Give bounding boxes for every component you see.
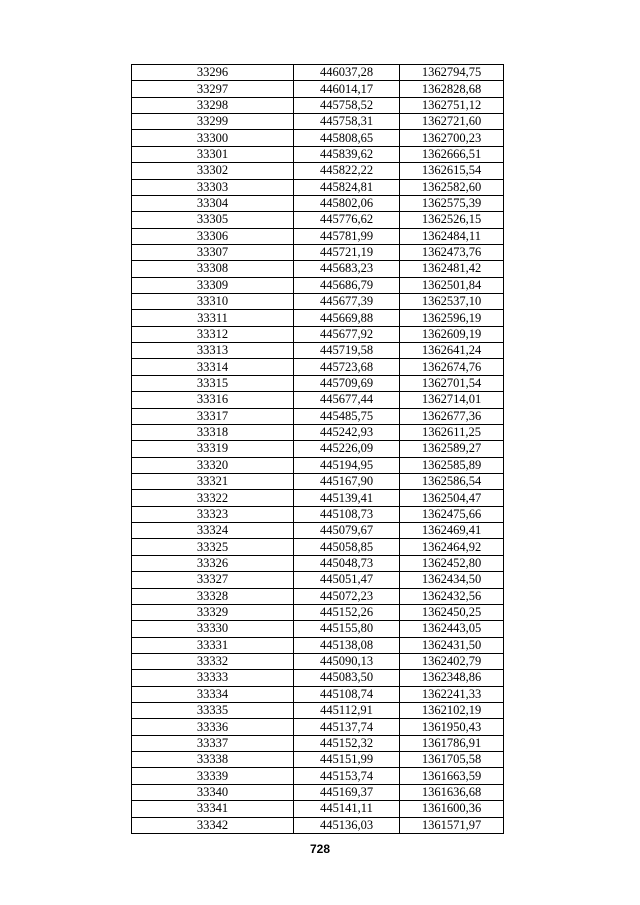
y-coordinate-cell: 1362443,05 bbox=[400, 621, 504, 637]
x-coordinate-cell: 445048,73 bbox=[294, 555, 400, 571]
x-coordinate-cell: 445686,79 bbox=[294, 277, 400, 293]
x-coordinate-cell: 445090,13 bbox=[294, 653, 400, 669]
y-coordinate-cell: 1362585,89 bbox=[400, 457, 504, 473]
x-coordinate-cell: 445242,93 bbox=[294, 424, 400, 440]
y-coordinate-cell: 1362589,27 bbox=[400, 441, 504, 457]
y-coordinate-cell: 1362504,47 bbox=[400, 490, 504, 506]
table-row bbox=[132, 65, 504, 81]
y-coordinate-cell: 1362596,19 bbox=[400, 310, 504, 326]
point-number-cell: 33297 bbox=[132, 81, 294, 97]
table-row bbox=[132, 97, 504, 113]
y-coordinate-cell: 1362481,42 bbox=[400, 261, 504, 277]
table-row bbox=[132, 539, 504, 555]
table-row bbox=[132, 228, 504, 244]
x-coordinate-cell: 445824,81 bbox=[294, 179, 400, 195]
point-number-cell: 33299 bbox=[132, 114, 294, 130]
x-coordinate-cell: 446014,17 bbox=[294, 81, 400, 97]
table-row bbox=[132, 408, 504, 424]
y-coordinate-cell: 1361600,36 bbox=[400, 801, 504, 817]
x-coordinate-cell: 445758,52 bbox=[294, 97, 400, 113]
y-coordinate-cell: 1362721,60 bbox=[400, 114, 504, 130]
x-coordinate-cell: 445169,37 bbox=[294, 784, 400, 800]
x-coordinate-cell: 445808,65 bbox=[294, 130, 400, 146]
y-coordinate-cell: 1362450,25 bbox=[400, 604, 504, 620]
table-row bbox=[132, 441, 504, 457]
point-number-cell: 33328 bbox=[132, 588, 294, 604]
point-number-cell: 33319 bbox=[132, 441, 294, 457]
table-row bbox=[132, 146, 504, 162]
table-row bbox=[132, 506, 504, 522]
point-number-cell: 33324 bbox=[132, 523, 294, 539]
point-number-cell: 33310 bbox=[132, 294, 294, 310]
table-row bbox=[132, 572, 504, 588]
y-coordinate-cell: 1362575,39 bbox=[400, 195, 504, 211]
point-number-cell: 33318 bbox=[132, 424, 294, 440]
x-coordinate-cell: 445683,23 bbox=[294, 261, 400, 277]
table-row bbox=[132, 244, 504, 260]
point-number-cell: 33314 bbox=[132, 359, 294, 375]
y-coordinate-cell: 1362473,76 bbox=[400, 244, 504, 260]
point-number-cell: 33311 bbox=[132, 310, 294, 326]
y-coordinate-cell: 1362432,56 bbox=[400, 588, 504, 604]
table-row bbox=[132, 670, 504, 686]
point-number-cell: 33341 bbox=[132, 801, 294, 817]
point-number-cell: 33320 bbox=[132, 457, 294, 473]
x-coordinate-cell: 445079,67 bbox=[294, 523, 400, 539]
y-coordinate-cell: 1362537,10 bbox=[400, 294, 504, 310]
y-coordinate-cell: 1362586,54 bbox=[400, 473, 504, 489]
point-number-cell: 33312 bbox=[132, 326, 294, 342]
y-coordinate-cell: 1362526,15 bbox=[400, 212, 504, 228]
table-row bbox=[132, 719, 504, 735]
y-coordinate-cell: 1362828,68 bbox=[400, 81, 504, 97]
x-coordinate-cell: 445051,47 bbox=[294, 572, 400, 588]
point-number-cell: 33316 bbox=[132, 392, 294, 408]
table-row bbox=[132, 817, 504, 833]
table-row bbox=[132, 604, 504, 620]
x-coordinate-cell: 445151,99 bbox=[294, 752, 400, 768]
table-row bbox=[132, 473, 504, 489]
y-coordinate-cell: 1362241,33 bbox=[400, 686, 504, 702]
x-coordinate-cell: 445167,90 bbox=[294, 473, 400, 489]
x-coordinate-cell: 445822,22 bbox=[294, 163, 400, 179]
x-coordinate-cell: 445152,26 bbox=[294, 604, 400, 620]
point-number-cell: 33338 bbox=[132, 752, 294, 768]
y-coordinate-cell: 1361571,97 bbox=[400, 817, 504, 833]
y-coordinate-cell: 1362431,50 bbox=[400, 637, 504, 653]
point-number-cell: 33313 bbox=[132, 343, 294, 359]
y-coordinate-cell: 1362475,66 bbox=[400, 506, 504, 522]
x-coordinate-cell: 445677,92 bbox=[294, 326, 400, 342]
y-coordinate-cell: 1361950,43 bbox=[400, 719, 504, 735]
table-row bbox=[132, 81, 504, 97]
x-coordinate-cell: 445108,73 bbox=[294, 506, 400, 522]
point-number-cell: 33340 bbox=[132, 784, 294, 800]
table-row bbox=[132, 490, 504, 506]
table-row bbox=[132, 359, 504, 375]
point-number-cell: 33336 bbox=[132, 719, 294, 735]
x-coordinate-cell: 445723,68 bbox=[294, 359, 400, 375]
point-number-cell: 33301 bbox=[132, 146, 294, 162]
y-coordinate-cell: 1362666,51 bbox=[400, 146, 504, 162]
point-number-cell: 33334 bbox=[132, 686, 294, 702]
table-row bbox=[132, 621, 504, 637]
x-coordinate-cell: 445083,50 bbox=[294, 670, 400, 686]
x-coordinate-cell: 445226,09 bbox=[294, 441, 400, 457]
x-coordinate-cell: 445155,80 bbox=[294, 621, 400, 637]
x-coordinate-cell: 445677,39 bbox=[294, 294, 400, 310]
table-row bbox=[132, 375, 504, 391]
point-number-cell: 33298 bbox=[132, 97, 294, 113]
x-coordinate-cell: 445839,62 bbox=[294, 146, 400, 162]
y-coordinate-cell: 1362469,41 bbox=[400, 523, 504, 539]
y-coordinate-cell: 1362701,54 bbox=[400, 375, 504, 391]
point-number-cell: 33333 bbox=[132, 670, 294, 686]
x-coordinate-cell: 445138,08 bbox=[294, 637, 400, 653]
x-coordinate-cell: 445719,58 bbox=[294, 343, 400, 359]
x-coordinate-cell: 445152,32 bbox=[294, 735, 400, 751]
x-coordinate-cell: 445194,95 bbox=[294, 457, 400, 473]
point-number-cell: 33302 bbox=[132, 163, 294, 179]
y-coordinate-cell: 1362714,01 bbox=[400, 392, 504, 408]
table-row bbox=[132, 277, 504, 293]
point-number-cell: 33330 bbox=[132, 621, 294, 637]
x-coordinate-cell: 445141,11 bbox=[294, 801, 400, 817]
point-number-cell: 33329 bbox=[132, 604, 294, 620]
point-number-cell: 33317 bbox=[132, 408, 294, 424]
x-coordinate-cell: 445758,31 bbox=[294, 114, 400, 130]
x-coordinate-cell: 445677,44 bbox=[294, 392, 400, 408]
x-coordinate-cell: 445153,74 bbox=[294, 768, 400, 784]
y-coordinate-cell: 1362615,54 bbox=[400, 163, 504, 179]
point-number-cell: 33308 bbox=[132, 261, 294, 277]
point-number-cell: 33342 bbox=[132, 817, 294, 833]
y-coordinate-cell: 1362348,86 bbox=[400, 670, 504, 686]
table-row bbox=[132, 163, 504, 179]
point-number-cell: 33332 bbox=[132, 653, 294, 669]
table-row bbox=[132, 179, 504, 195]
table-row bbox=[132, 555, 504, 571]
y-coordinate-cell: 1362611,25 bbox=[400, 424, 504, 440]
y-coordinate-cell: 1362794,75 bbox=[400, 65, 504, 81]
table-row bbox=[132, 114, 504, 130]
x-coordinate-cell: 445781,99 bbox=[294, 228, 400, 244]
table-row bbox=[132, 343, 504, 359]
point-number-cell: 33315 bbox=[132, 375, 294, 391]
y-coordinate-cell: 1362674,76 bbox=[400, 359, 504, 375]
page-number: 728 bbox=[309, 842, 331, 856]
point-number-cell: 33322 bbox=[132, 490, 294, 506]
table-row bbox=[132, 686, 504, 702]
point-number-cell: 33305 bbox=[132, 212, 294, 228]
table-row bbox=[132, 703, 504, 719]
x-coordinate-cell: 445108,74 bbox=[294, 686, 400, 702]
table-row bbox=[132, 735, 504, 751]
point-number-cell: 33323 bbox=[132, 506, 294, 522]
y-coordinate-cell: 1362609,19 bbox=[400, 326, 504, 342]
x-coordinate-cell: 445485,75 bbox=[294, 408, 400, 424]
point-number-cell: 33307 bbox=[132, 244, 294, 260]
table-row bbox=[132, 294, 504, 310]
point-number-cell: 33309 bbox=[132, 277, 294, 293]
y-coordinate-cell: 1362452,80 bbox=[400, 555, 504, 571]
x-coordinate-cell: 445112,91 bbox=[294, 703, 400, 719]
y-coordinate-cell: 1362102,19 bbox=[400, 703, 504, 719]
x-coordinate-cell: 445058,85 bbox=[294, 539, 400, 555]
y-coordinate-cell: 1362641,24 bbox=[400, 343, 504, 359]
x-coordinate-cell: 445137,74 bbox=[294, 719, 400, 735]
table-row bbox=[132, 326, 504, 342]
table-row bbox=[132, 768, 504, 784]
point-number-cell: 33300 bbox=[132, 130, 294, 146]
point-number-cell: 33296 bbox=[132, 65, 294, 81]
table-row bbox=[132, 653, 504, 669]
point-number-cell: 33306 bbox=[132, 228, 294, 244]
y-coordinate-cell: 1362402,79 bbox=[400, 653, 504, 669]
point-number-cell: 33335 bbox=[132, 703, 294, 719]
coordinates-table bbox=[131, 64, 504, 834]
table-row bbox=[132, 392, 504, 408]
y-coordinate-cell: 1362582,60 bbox=[400, 179, 504, 195]
table-row bbox=[132, 752, 504, 768]
y-coordinate-cell: 1362484,11 bbox=[400, 228, 504, 244]
x-coordinate-cell: 446037,28 bbox=[294, 65, 400, 81]
y-coordinate-cell: 1362751,12 bbox=[400, 97, 504, 113]
point-number-cell: 33325 bbox=[132, 539, 294, 555]
x-coordinate-cell: 445669,88 bbox=[294, 310, 400, 326]
table-row bbox=[132, 261, 504, 277]
x-coordinate-cell: 445072,23 bbox=[294, 588, 400, 604]
table-row bbox=[132, 588, 504, 604]
y-coordinate-cell: 1362501,84 bbox=[400, 277, 504, 293]
point-number-cell: 33337 bbox=[132, 735, 294, 751]
y-coordinate-cell: 1361636,68 bbox=[400, 784, 504, 800]
table-row bbox=[132, 523, 504, 539]
table-row bbox=[132, 457, 504, 473]
y-coordinate-cell: 1361705,58 bbox=[400, 752, 504, 768]
coordinates-table-body bbox=[132, 65, 504, 834]
table-row bbox=[132, 637, 504, 653]
table-row bbox=[132, 130, 504, 146]
x-coordinate-cell: 445721,19 bbox=[294, 244, 400, 260]
x-coordinate-cell: 445139,41 bbox=[294, 490, 400, 506]
y-coordinate-cell: 1361786,91 bbox=[400, 735, 504, 751]
point-number-cell: 33339 bbox=[132, 768, 294, 784]
x-coordinate-cell: 445709,69 bbox=[294, 375, 400, 391]
x-coordinate-cell: 445136,03 bbox=[294, 817, 400, 833]
x-coordinate-cell: 445776,62 bbox=[294, 212, 400, 228]
point-number-cell: 33327 bbox=[132, 572, 294, 588]
y-coordinate-cell: 1361663,59 bbox=[400, 768, 504, 784]
point-number-cell: 33303 bbox=[132, 179, 294, 195]
x-coordinate-cell: 445802,06 bbox=[294, 195, 400, 211]
point-number-cell: 33331 bbox=[132, 637, 294, 653]
table-row bbox=[132, 801, 504, 817]
table-row bbox=[132, 310, 504, 326]
table-row bbox=[132, 784, 504, 800]
table-row bbox=[132, 195, 504, 211]
y-coordinate-cell: 1362700,23 bbox=[400, 130, 504, 146]
point-number-cell: 33326 bbox=[132, 555, 294, 571]
y-coordinate-cell: 1362434,50 bbox=[400, 572, 504, 588]
table-row bbox=[132, 212, 504, 228]
y-coordinate-cell: 1362464,92 bbox=[400, 539, 504, 555]
y-coordinate-cell: 1362677,36 bbox=[400, 408, 504, 424]
point-number-cell: 33304 bbox=[132, 195, 294, 211]
table-row bbox=[132, 424, 504, 440]
point-number-cell: 33321 bbox=[132, 473, 294, 489]
